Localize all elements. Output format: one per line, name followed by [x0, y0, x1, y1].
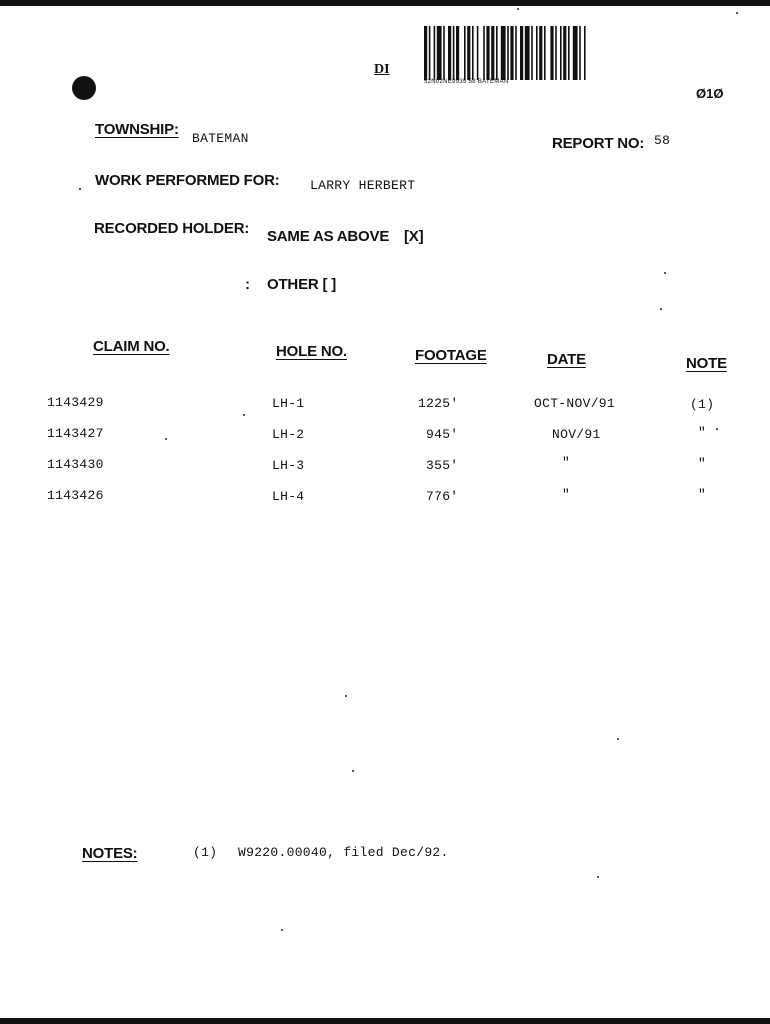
- table-row-4-hole-no: LH-4: [272, 489, 305, 504]
- table-row-1-date: OCT-NOV/91: [534, 396, 616, 411]
- scan-bottom-edge: [0, 1018, 770, 1024]
- table-row-2-footage: 945': [426, 427, 459, 442]
- table-row-1-note: (1): [690, 397, 715, 412]
- column-header-date: DATE: [547, 351, 586, 368]
- scan-speck: [660, 308, 662, 310]
- scan-speck: [517, 8, 519, 10]
- table-row-4-footage: 776': [426, 489, 459, 504]
- same-as-above-checkbox: [X]: [404, 228, 424, 245]
- scan-speck: [664, 272, 666, 274]
- scan-speck: [617, 738, 619, 740]
- scan-speck: [165, 438, 167, 440]
- table-row-2-note: ": [698, 425, 707, 440]
- table-row-4-note: ": [698, 487, 707, 502]
- scan-speck: [345, 695, 347, 697]
- work-performed-for-value: LARRY HERBERT: [310, 178, 416, 193]
- note-1-text: W9220.00040, filed Dec/92.: [238, 845, 449, 860]
- column-header-note: NOTE: [686, 355, 727, 372]
- table-row-2-hole-no: LH-2: [272, 427, 305, 442]
- note-1-marker: (1): [193, 845, 218, 860]
- scan-speck: [243, 414, 245, 416]
- work-performed-for-label: WORK PERFORMED FOR:: [95, 172, 280, 189]
- barcode: [424, 26, 642, 80]
- table-row-3-hole-no: LH-3: [272, 458, 305, 473]
- table-row-4-claim-no: 1143426: [47, 488, 104, 503]
- table-row-1-claim-no: 1143429: [47, 395, 104, 410]
- scan-speck: [281, 929, 283, 931]
- same-as-above-option: SAME AS ABOVE: [267, 228, 390, 245]
- scan-speck: [352, 770, 354, 772]
- township-value: BATEMAN: [192, 131, 249, 146]
- page-code: Ø1Ø: [696, 86, 724, 101]
- other-option: OTHER [ ]: [267, 276, 337, 293]
- report-number-value: 58: [654, 133, 671, 148]
- column-header-footage: FOOTAGE: [415, 347, 487, 364]
- table-row-3-claim-no: 1143430: [47, 457, 104, 472]
- township-label: TOWNSHIP:: [95, 121, 179, 138]
- table-row-2-date: NOV/91: [552, 427, 601, 442]
- scan-speck: [736, 12, 738, 14]
- table-row-3-date: ": [562, 455, 571, 470]
- scan-speck: [716, 428, 718, 430]
- report-number-label: REPORT NO:: [552, 135, 645, 152]
- notes-label: NOTES:: [82, 845, 138, 862]
- scan-speck: [597, 876, 599, 878]
- column-header-hole-no: HOLE NO.: [276, 343, 347, 360]
- table-row-3-note: ": [698, 456, 707, 471]
- di-mark: DI: [374, 62, 390, 77]
- scan-top-edge: [0, 0, 770, 6]
- other-colon: :: [245, 276, 250, 293]
- table-row-1-footage: 1225': [418, 396, 459, 411]
- punch-hole: [72, 76, 96, 100]
- table-row-1-hole-no: LH-1: [272, 396, 305, 411]
- barcode-caption: 52N02NE9935 58 BATEMAN: [424, 79, 509, 85]
- table-row-3-footage: 355': [426, 458, 459, 473]
- recorded-holder-label: RECORDED HOLDER:: [94, 220, 250, 237]
- scan-speck: [79, 188, 81, 190]
- column-header-claim-no: CLAIM NO.: [93, 338, 170, 355]
- table-row-4-date: ": [562, 487, 571, 502]
- table-row-2-claim-no: 1143427: [47, 426, 104, 441]
